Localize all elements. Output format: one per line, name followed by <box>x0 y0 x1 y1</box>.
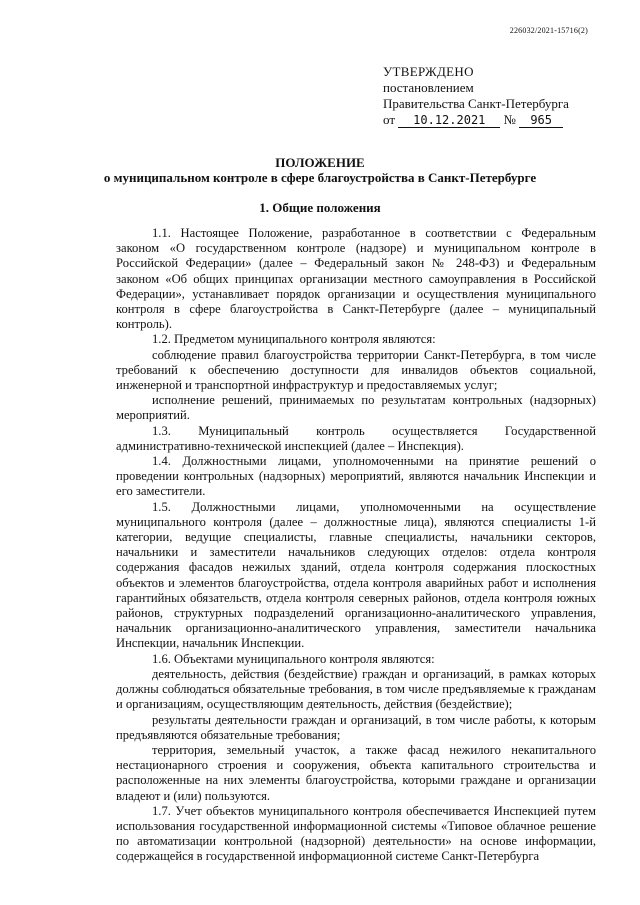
approval-block <box>383 64 603 128</box>
document-title: ПОЛОЖЕНИЕ <box>275 155 365 170</box>
paragraph: исполнение решений, принимаемых по результатам контрольных (надзорных) мероприятий. <box>116 393 596 423</box>
section-title: 1. Общие положения <box>259 200 381 215</box>
paragraph: 1.5. Должностными лицами, уполномоченными на осуществление муниципального контроля (далее – должностные лица), являются специалисты 1-й категории, ведущие специалисты, главные специалисты, начальники секторов, начальники и заместители начальников следующих отделов: отдела контроля содержания фасадов нежилых зданий, отдела контроля содержания плоскостных объектов и элементов благоустройства, отдела контроля аварийных работ и исполнения гарантийных обязательств, отдела контроля северных районов, отдела контроля южных районов, структурных подразделений организационно-аналитического управления, начальник организационно-аналитического управления, заместители начальника Инспекции, начальник Инспекции. <box>116 499 596 651</box>
document-title-block <box>0 155 640 185</box>
paragraph: 1.7. Учет объектов муниципального контроля обеспечивается Инспекцией путем использования государственной информационной системы «Типовое облачное решение по автоматизации контрольной (надзорной) деятельности» на основе информации, содержащейся в государственной информационной системе Санкт-Петербурга <box>116 803 596 864</box>
document-id: 226032/2021-15716(2) <box>509 26 588 35</box>
approval-title: УТВЕРЖДЕНО <box>383 64 474 79</box>
approval-line-1: постановлением <box>383 80 474 95</box>
approval-number: 965 <box>519 114 563 128</box>
paragraph: деятельность, действия (бездействие) граждан и организаций, в рамках которых должны соблюдаться обязательные требования, в том числе предъявляемые к гражданам и организациям, осуществляющим деятельность, действия (бездействие); <box>116 666 596 712</box>
paragraph: соблюдение правил благоустройства территории Санкт-Петербурга, в том числе требований к обеспечению доступности для инвалидов объектов социальной, инженерной и транспортной инфраструктур и предоставляемых услуг; <box>116 347 596 393</box>
paragraph: 1.6. Объектами муниципального контроля являются: <box>152 651 435 666</box>
paragraph: результаты деятельности граждан и организаций, в том числе работы, к которым предъявляются обязательные требования; <box>116 712 596 742</box>
paragraph: 1.1. Настоящее Положение, разработанное в соответствии с Федеральным законом «О государственном контроле (надзоре) и муниципальном контроле в Российской Федерации» (далее – Федеральный закон № 248-ФЗ) и Федеральным законом «Об общих принципах организации местного самоуправления в Российской Федерации», устанавливает порядок организации и осуществления муниципального контроля в сфере благоустройства в Санкт-Петербурге (далее – муниципальный контроль). <box>116 226 596 332</box>
paragraph: территория, земельный участок, а также фасад нежилого некапитального нестационарного строения и сооружения, объекта капитального строительства и расположенные на них элементы благоустройства, которыми граждане и организации владеют и (или) пользуются. <box>116 742 596 803</box>
number-label: № <box>503 112 516 127</box>
from-label: от <box>383 112 396 127</box>
approval-date: 10.12.2021 <box>398 114 500 128</box>
approval-date-line <box>383 112 603 128</box>
document-body <box>116 226 596 865</box>
paragraph: 1.4. Должностными лицами, уполномоченными на принятие решений о проведении контрольных (надзорных) мероприятий, являются начальник Инспекции и его заместители. <box>116 454 596 499</box>
paragraph: 1.3. Муниципальный контроль осуществляется Государственной административно-технической инспекцией (далее – Инспекция). <box>116 423 596 453</box>
paragraph: 1.2. Предметом муниципального контроля являются: <box>152 332 436 347</box>
document-subtitle: о муниципальном контроле в сфере благоустройства в Санкт-Петербурге <box>103 170 537 185</box>
approval-line-2: Правительства Санкт-Петербурга <box>383 96 569 111</box>
